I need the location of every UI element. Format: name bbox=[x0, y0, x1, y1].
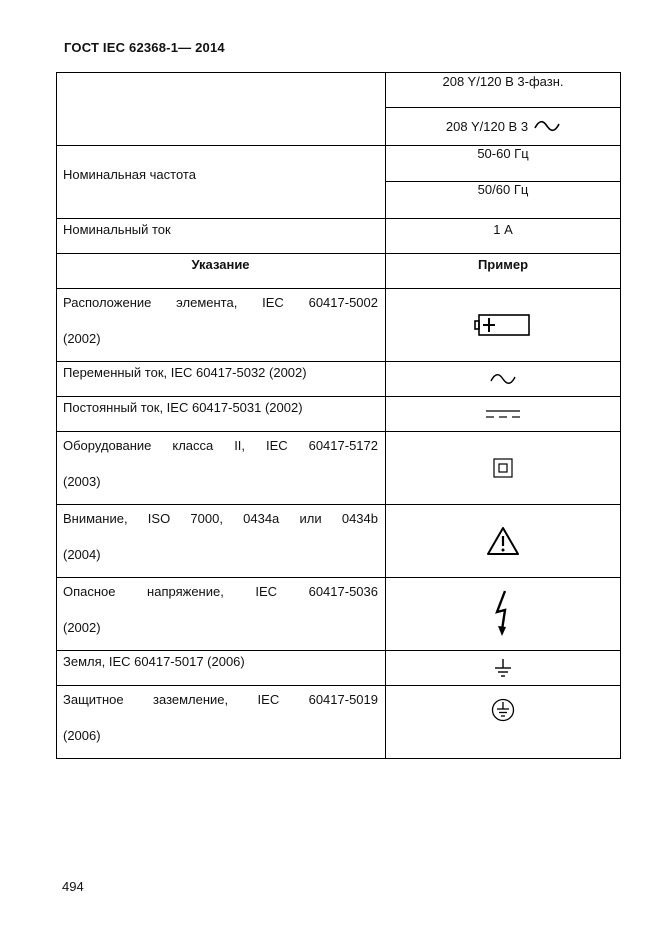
row-label-cell bbox=[57, 578, 386, 651]
table-row bbox=[57, 362, 621, 397]
row-label-cell bbox=[57, 397, 386, 432]
current-label: Номинальный ток bbox=[63, 222, 171, 237]
protective-earth-icon bbox=[386, 686, 621, 759]
warning-triangle-icon bbox=[386, 505, 621, 578]
voltage-ac-text: 208 Y/120 В 3 bbox=[445, 118, 529, 134]
column-header-example: Пример bbox=[386, 254, 621, 289]
row-label-line2: (2006) bbox=[63, 728, 101, 743]
row-label-cell bbox=[57, 219, 386, 254]
row-label-line1: Оборудование класса II, IEC 60417-5172 bbox=[63, 438, 378, 453]
row-label-cell bbox=[57, 432, 386, 505]
row-label-line1: Переменный ток, IEC 60417-5032 (2002) bbox=[63, 365, 307, 380]
dc-current-icon bbox=[386, 397, 621, 432]
row-label-line1: Внимание, ISO 7000, 0434a или 0434b bbox=[63, 511, 378, 526]
row-label-line2: (2002) bbox=[63, 331, 101, 346]
row-label-cell bbox=[57, 505, 386, 578]
frequency-label: Номинальная частота bbox=[63, 167, 196, 182]
table-row bbox=[57, 289, 621, 362]
table-row bbox=[57, 397, 621, 432]
row-label-line1: Опасное напряжение, IEC 60417-5036 bbox=[63, 584, 378, 599]
table-row bbox=[57, 505, 621, 578]
ac-wave-icon bbox=[534, 120, 560, 132]
row-label-line1: Постоянный ток, IEC 60417-5031 (2002) bbox=[63, 400, 303, 415]
current-value: 1 А bbox=[386, 219, 621, 254]
earth-ground-icon bbox=[386, 651, 621, 686]
table-row bbox=[57, 73, 621, 146]
row-label-cell bbox=[57, 686, 386, 759]
table-header-row bbox=[57, 254, 621, 289]
lightning-bolt-icon bbox=[386, 578, 621, 651]
row-label-line2: (2004) bbox=[63, 547, 101, 562]
row-label-line1: Защитное заземление, IEC 60417-5019 bbox=[63, 692, 378, 707]
ac-wave-icon bbox=[386, 362, 621, 397]
column-header-indication: Указание bbox=[57, 254, 386, 289]
row-label-line1: Расположение элемента, IEC 60417-5002 bbox=[63, 295, 378, 310]
table-row bbox=[57, 146, 621, 219]
voltage-ac bbox=[386, 108, 620, 144]
row-label-line2: (2002) bbox=[63, 620, 101, 635]
document-header: ГОСТ IEC 62368-1— 2014 bbox=[64, 40, 225, 55]
voltage-3phase: 208 Y/120 В 3-фазн. bbox=[386, 73, 620, 108]
table-row bbox=[57, 432, 621, 505]
frequency-value-2: 50/60 Гц bbox=[477, 182, 529, 197]
table-row bbox=[57, 686, 621, 759]
row-label-cell bbox=[57, 289, 386, 362]
table-row bbox=[57, 578, 621, 651]
voltage-cell bbox=[386, 73, 621, 146]
frequency-value-1: 50-60 Гц bbox=[386, 146, 620, 182]
row-label-cell bbox=[57, 362, 386, 397]
row-label-line1: Земля, IEC 60417-5017 (2006) bbox=[63, 654, 245, 669]
row-label-cell bbox=[57, 651, 386, 686]
symbols-table bbox=[56, 72, 621, 759]
table-row bbox=[57, 651, 621, 686]
table-row bbox=[57, 219, 621, 254]
row-label-cell bbox=[57, 146, 386, 219]
page-number: 494 bbox=[62, 879, 84, 894]
class-ii-double-square-icon bbox=[386, 432, 621, 505]
frequency-cell bbox=[386, 146, 621, 219]
empty-cell bbox=[57, 73, 386, 146]
row-label-line2: (2003) bbox=[63, 474, 101, 489]
battery-plus-icon bbox=[386, 289, 621, 362]
